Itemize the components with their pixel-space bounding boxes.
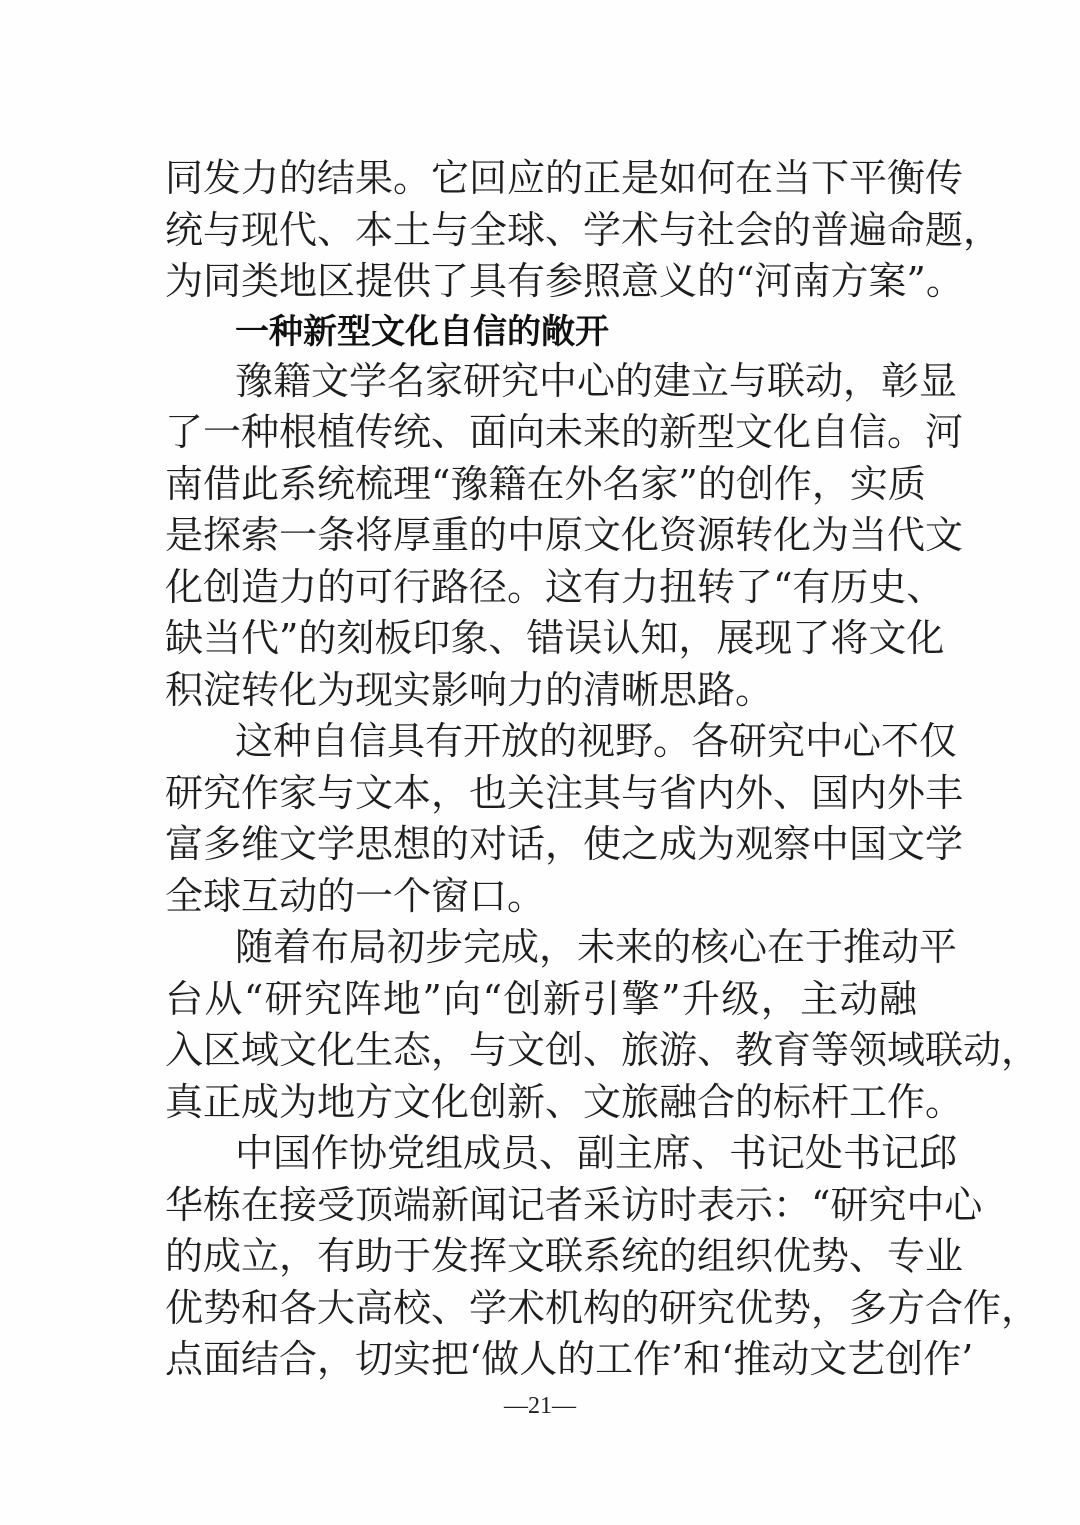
text-line: 中国作协党组成员、副主席、书记处书记邱	[235, 1131, 958, 1175]
text-line: 优势和各大高校、学术机构的研究优势，多方合作，	[165, 1285, 1040, 1330]
paragraph	[165, 153, 1002, 308]
paragraph	[165, 1128, 1040, 1386]
text-line: 这种自信具有开放的视野。各研究中心不仅	[235, 719, 958, 763]
text-line: 富多维文学思想的对话，使之成为观察中国文学	[165, 822, 964, 866]
text-line: 南借此系统梳理“豫籍在外名家”的创作，实质	[165, 461, 926, 506]
text-line: 华栋在接受顶端新闻记者采访时表示：“研究中心	[165, 1182, 983, 1227]
text-line: 化创造力的可行路径。这有力扭转了“有历史、	[165, 564, 945, 609]
section-heading: 一种新型文化自信的敞开	[235, 311, 609, 352]
paragraph	[165, 716, 964, 922]
page-number: —21—	[504, 1393, 576, 1419]
text-line: 的成立，有助于发挥文联系统的组织优势、专业	[165, 1234, 964, 1278]
text-line: 台从“研究阵地”向“创新引擎”升级，主动融	[165, 976, 917, 1021]
text-line: 同发力的结果。它回应的正是如何在当下平衡传	[165, 156, 964, 200]
text-line: 随着布局初步完成，未来的核心在于推动平	[235, 925, 958, 969]
text-line: 全球互动的一个窗口。	[165, 873, 546, 918]
text-line: 研究作家与文本，也关注其与省内外、国内外丰	[165, 770, 964, 815]
text-line: 点面结合，切实把‘做人的工作’和‘推动文艺创作’	[165, 1337, 974, 1381]
document-body	[165, 153, 1040, 1386]
text-line: 统与现代、本土与全球、学术与社会的普遍命题，	[165, 207, 1002, 252]
text-line: 真正成为地方文化创新、文旅融合的标杆工作。	[165, 1079, 964, 1124]
paragraph	[165, 356, 964, 717]
text-line: 缺当代”的刻板印象、错误认知，展现了将文化	[165, 616, 945, 660]
text-line: 了一种根植传统、面向未来的新型文化自信。河	[165, 410, 964, 454]
text-line: 为同类地区提供了具有参照意义的“河南方案”。	[165, 259, 964, 303]
text-line: 豫籍文学名家研究中心的建立与联动，彰显	[235, 358, 958, 403]
text-line: 入区域文化生态，与文创、旅游、教育等领域联动，	[165, 1028, 1040, 1072]
text-line: 积淀转化为现实影响力的清晰思路。	[165, 667, 774, 712]
text-line: 是探索一条将厚重的中原文化资源转化为当代文	[165, 513, 964, 557]
paragraph	[165, 922, 1040, 1128]
